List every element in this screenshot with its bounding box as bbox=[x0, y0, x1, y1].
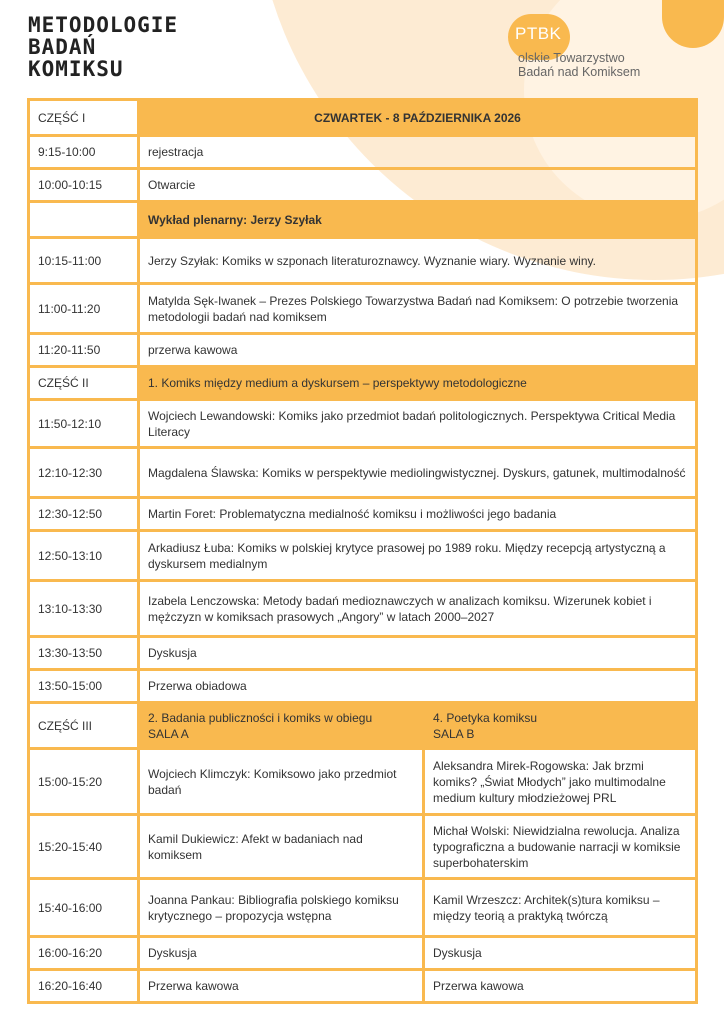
event-cell: rejestracja bbox=[139, 136, 697, 169]
time-cell bbox=[29, 202, 139, 238]
table-row bbox=[29, 749, 697, 815]
event-cell-a: Joanna Pankau: Bibliografia polskiego komiksu krytycznego – propozycja wstępna bbox=[139, 879, 424, 937]
section-b-title: 4. Poetyka komiksu bbox=[433, 710, 538, 725]
event-cell: Otwarcie bbox=[139, 169, 697, 202]
event-cell-a: Przerwa kawowa bbox=[139, 970, 424, 1003]
table-row bbox=[29, 238, 697, 284]
section-heading-a bbox=[139, 703, 424, 749]
time-cell: 15:20-15:40 bbox=[29, 815, 139, 879]
event-cell-b: Dyskusja bbox=[424, 937, 697, 970]
table-row bbox=[29, 284, 697, 334]
event-cell-a: Dyskusja bbox=[139, 937, 424, 970]
table-row bbox=[29, 169, 697, 202]
page-title bbox=[28, 14, 178, 80]
table-row bbox=[29, 334, 697, 367]
section-a-room: SALA A bbox=[148, 726, 189, 741]
plenary-heading: Wykład plenarny: Jerzy Szyłak bbox=[139, 202, 697, 238]
time-cell: 13:30-13:50 bbox=[29, 637, 139, 670]
time-cell: 9:15-10:00 bbox=[29, 136, 139, 169]
table-row bbox=[29, 448, 697, 498]
event-cell: Przerwa obiadowa bbox=[139, 670, 697, 703]
logo-name bbox=[518, 51, 640, 79]
time-cell: 12:10-12:30 bbox=[29, 448, 139, 498]
time-cell: 13:10-13:30 bbox=[29, 581, 139, 637]
time-cell: 10:15-11:00 bbox=[29, 238, 139, 284]
time-cell: 11:50-12:10 bbox=[29, 400, 139, 448]
schedule-table bbox=[27, 98, 698, 1004]
time-cell: 13:50-15:00 bbox=[29, 670, 139, 703]
event-cell: Wojciech Lewandowski: Komiks jako przedmiot badań politologicznych. Perspektywa Critical Media Literacy bbox=[139, 400, 697, 448]
section-heading: 1. Komiks między medium a dyskursem – perspektywy metodologiczne bbox=[139, 367, 697, 400]
title-line: BADAŃ bbox=[28, 35, 97, 59]
time-cell: 11:00-11:20 bbox=[29, 284, 139, 334]
time-cell: 16:20-16:40 bbox=[29, 970, 139, 1003]
event-cell: Matylda Sęk-Iwanek – Prezes Polskiego Towarzystwa Badań nad Komiksem: O potrzebie tworzenia metodologii badań nad komiksem bbox=[139, 284, 697, 334]
table-row bbox=[29, 970, 697, 1003]
table-row bbox=[29, 879, 697, 937]
event-cell-b: Kamil Wrzeszcz: Architek(s)tura komiksu – między teorią a praktyką twórczą bbox=[424, 879, 697, 937]
plenary-row bbox=[29, 202, 697, 238]
table-row bbox=[29, 815, 697, 879]
event-cell-b: Michał Wolski: Niewidzialna rewolucja. Analiza typograficzna a budowanie narracji w komiksie superbohaterskim bbox=[424, 815, 697, 879]
event-cell-b: Aleksandra Mirek-Rogowska: Jak brzmi komiks? „Świat Młodych” jako multimodalne medium kultury młodzieżowej PRL bbox=[424, 749, 697, 815]
table-row bbox=[29, 581, 697, 637]
title-line: METODOLOGIE bbox=[28, 13, 179, 37]
event-cell: Jerzy Szyłak: Komiks w szponach literaturoznawcy. Wyznanie wiary. Wyznanie winy. bbox=[139, 238, 697, 284]
time-cell: 15:40-16:00 bbox=[29, 879, 139, 937]
event-cell: przerwa kawowa bbox=[139, 334, 697, 367]
section-heading-b bbox=[424, 703, 697, 749]
logo-abbreviation: PTBK bbox=[515, 24, 562, 43]
table-row bbox=[29, 136, 697, 169]
ptbk-logo bbox=[508, 14, 678, 84]
day-header-row bbox=[29, 100, 697, 136]
event-cell: Martin Foret: Problematyczna medialność komiksu i możliwości jego badania bbox=[139, 498, 697, 531]
table-row bbox=[29, 637, 697, 670]
section-a-title: 2. Badania publiczności i komiks w obiegu bbox=[148, 710, 373, 725]
section-header-row bbox=[29, 703, 697, 749]
table-row bbox=[29, 670, 697, 703]
table-row bbox=[29, 937, 697, 970]
part-label: CZĘŚĆ II bbox=[29, 367, 139, 400]
day-heading: CZWARTEK - 8 PAŹDZIERNIKA 2026 bbox=[139, 100, 697, 136]
event-cell-b: Przerwa kawowa bbox=[424, 970, 697, 1003]
time-cell: 15:00-15:20 bbox=[29, 749, 139, 815]
title-line: KOMIKSU bbox=[28, 57, 124, 81]
event-cell: Magdalena Ślawska: Komiks w perspektywie mediolingwistycznej. Dyskurs, gatunek, multimodalność bbox=[139, 448, 697, 498]
time-cell: 16:00-16:20 bbox=[29, 937, 139, 970]
time-cell: 10:00-10:15 bbox=[29, 169, 139, 202]
section-b-room: SALA B bbox=[433, 726, 475, 741]
time-cell: 12:30-12:50 bbox=[29, 498, 139, 531]
table-row bbox=[29, 400, 697, 448]
event-cell-a: Kamil Dukiewicz: Afekt w badaniach nad komiksem bbox=[139, 815, 424, 879]
event-cell: Izabela Lenczowska: Metody badań medioznawczych w analizach komiksu. Wizerunek kobiet i mężczyzn w komiksach prasowych „Angory” w latach 2000–2027 bbox=[139, 581, 697, 637]
part-label: CZĘŚĆ I bbox=[29, 100, 139, 136]
table-row bbox=[29, 498, 697, 531]
event-cell: Arkadiusz Łuba: Komiks w polskiej krytyce prasowej po 1989 roku. Między recepcją artystyczną a dyskursem medialnym bbox=[139, 531, 697, 581]
table-row bbox=[29, 531, 697, 581]
time-cell: 12:50-13:10 bbox=[29, 531, 139, 581]
section-header-row bbox=[29, 367, 697, 400]
event-cell: Dyskusja bbox=[139, 637, 697, 670]
event-cell-a: Wojciech Klimczyk: Komiksowo jako przedmiot badań bbox=[139, 749, 424, 815]
logo-name-line: Badań nad Komiksem bbox=[518, 65, 641, 79]
part-label: CZĘŚĆ III bbox=[29, 703, 139, 749]
logo-name-line: olskie Towarzystwo bbox=[518, 51, 625, 65]
time-cell: 11:20-11:50 bbox=[29, 334, 139, 367]
